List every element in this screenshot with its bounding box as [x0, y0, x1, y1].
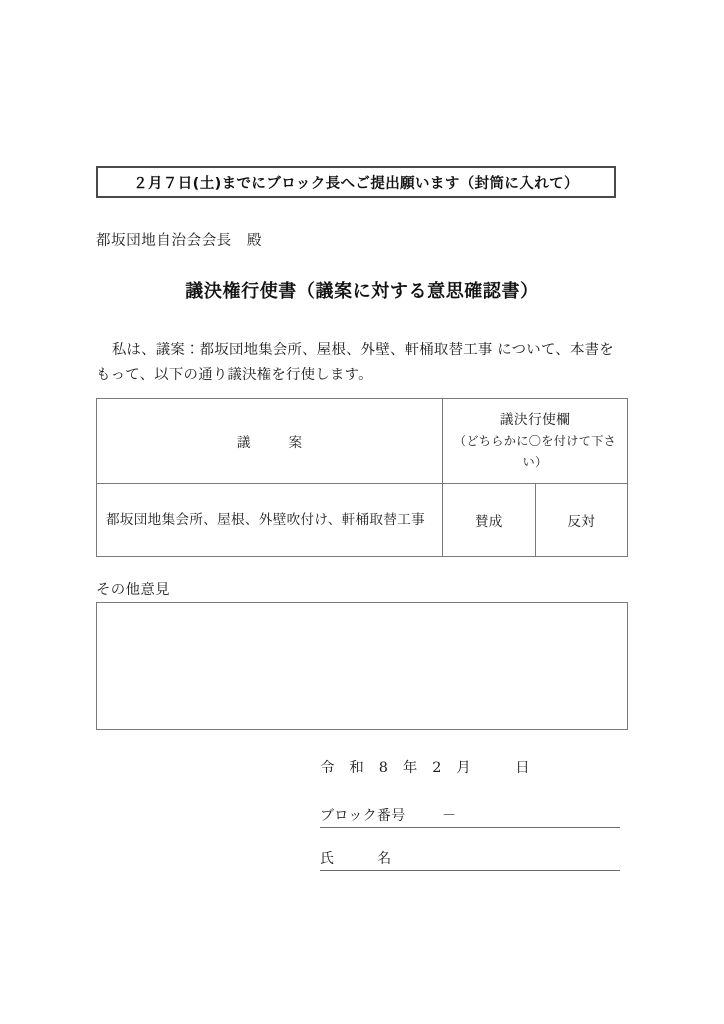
submission-deadline-notice: [96, 166, 616, 198]
body-paragraph: [96, 338, 630, 388]
other-opinions-box[interactable]: [96, 602, 628, 730]
vote-option-approve[interactable]: 賛成: [443, 484, 536, 557]
agenda-column-header: [97, 399, 443, 484]
block-number-label: ブロック番号: [320, 808, 406, 824]
body-paragraph-line-2: もって、以下の通り議決権を行使します。: [96, 367, 373, 383]
vote-table: [96, 398, 628, 557]
block-number-field[interactable]: [320, 802, 620, 828]
table-header-row: [97, 399, 628, 484]
vote-column-header: [443, 399, 628, 484]
agenda-item-cell: 都坂団地集会所、屋根、外壁吹付け、軒桶取替工事: [97, 484, 443, 557]
agenda-column-header-label: 議 案: [236, 435, 315, 451]
submission-deadline-text: ２月７日(土)までにブロック長へご提出願います（封筒に入れて）: [133, 175, 579, 192]
name-field[interactable]: [320, 845, 620, 871]
document-title: 議決権行使書（議案に対する意思確認書）: [185, 281, 539, 302]
vote-column-header-note: （どちらかに〇を付けて下さい）: [453, 433, 617, 469]
vote-option-oppose[interactable]: 反対: [535, 484, 628, 557]
body-paragraph-line-1: 私は、議案：都坂団地集会所、屋根、外壁、軒桶取替工事 について、本書を: [111, 342, 614, 358]
block-number-dash: －: [442, 808, 456, 824]
table-row: [97, 484, 628, 557]
date-line: 令 和 8 年 2 月 日: [320, 760, 530, 776]
addressee-line: 都坂団地自治会会長 殿: [96, 233, 263, 249]
name-label: 氏 名: [320, 851, 392, 867]
vote-column-header-label: 議決行使欄: [499, 411, 571, 428]
other-opinions-label: その他意見: [96, 582, 170, 598]
